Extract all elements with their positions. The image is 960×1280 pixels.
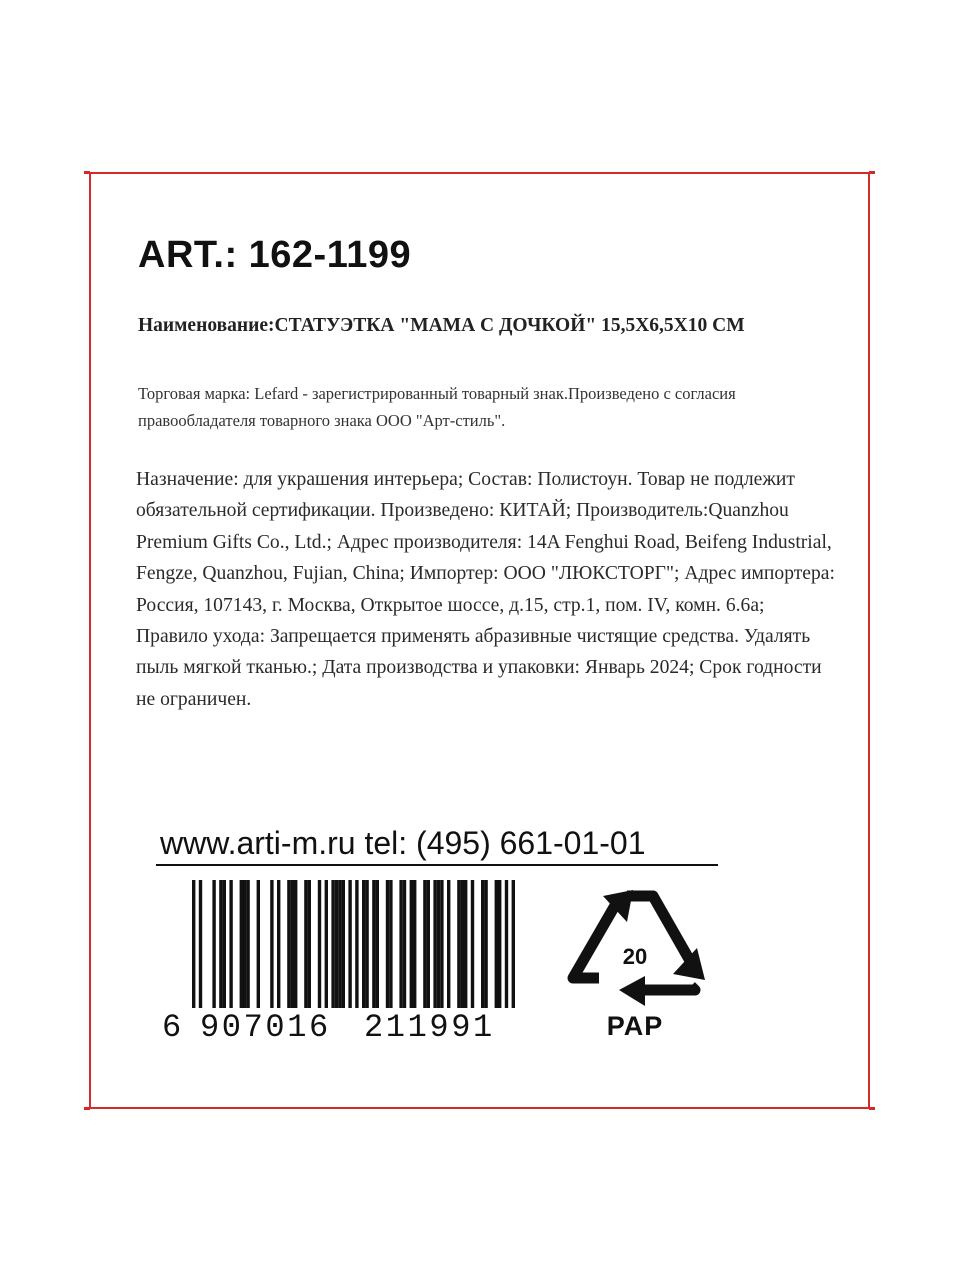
barcode-bar bbox=[257, 880, 260, 1010]
barcode-bar bbox=[270, 880, 273, 1010]
barcode-bar bbox=[372, 880, 375, 1010]
barcode-bar bbox=[495, 880, 498, 1010]
recycling-code: 20 bbox=[622, 944, 648, 969]
barcode-right-group: 211991 bbox=[364, 1009, 495, 1046]
barcode-bar bbox=[427, 880, 430, 1010]
barcode-bar bbox=[229, 880, 232, 1010]
barcode-bar bbox=[331, 880, 334, 1010]
barcode-bar bbox=[246, 880, 249, 1010]
barcode-bar bbox=[291, 880, 294, 1010]
barcode-bar bbox=[277, 880, 280, 1010]
barcode-bar bbox=[447, 880, 450, 1010]
recycling-material: PAP bbox=[606, 1011, 664, 1041]
article-number: ART.: 162-1199 bbox=[138, 234, 412, 276]
frame-corner-mark bbox=[869, 1107, 875, 1110]
frame-corner-mark bbox=[869, 171, 875, 174]
barcode-bar bbox=[325, 880, 328, 1010]
barcode-bar bbox=[386, 880, 389, 1010]
barcode-bar bbox=[423, 880, 426, 1010]
barcode-bar bbox=[335, 880, 338, 1010]
barcode-bar bbox=[219, 880, 222, 1010]
barcode-bar bbox=[240, 880, 243, 1010]
frame-corner-mark bbox=[84, 1107, 90, 1110]
barcode-bar bbox=[223, 880, 226, 1010]
barcode-bar bbox=[308, 880, 311, 1010]
barcode-lead-digit: 6 bbox=[162, 1009, 182, 1046]
barcode-bar bbox=[437, 880, 440, 1010]
barcode-bar bbox=[440, 880, 443, 1010]
contact-line: www.arti-m.ru tel: (495) 661-01-01 bbox=[160, 825, 646, 861]
barcode bbox=[158, 880, 518, 1050]
barcode-bar bbox=[457, 880, 460, 1010]
barcode-bar bbox=[338, 880, 341, 1010]
barcode-bar bbox=[481, 880, 484, 1010]
barcode-bar bbox=[287, 880, 290, 1010]
barcode-bar bbox=[294, 880, 297, 1010]
barcode-bar bbox=[362, 880, 365, 1010]
barcode-bar bbox=[484, 880, 487, 1010]
frame-corner-mark bbox=[84, 171, 90, 174]
contact-underline bbox=[156, 864, 718, 866]
product-name: Наименование:СТАТУЭТКА "МАМА С ДОЧКОЙ" 15,5Х6,5Х10 СМ bbox=[138, 315, 745, 336]
barcode-bar bbox=[376, 880, 379, 1010]
barcode-bar bbox=[498, 880, 501, 1010]
barcode-bar bbox=[365, 880, 368, 1010]
barcode-bar bbox=[471, 880, 474, 1010]
product-description: Назначение: для украшения интерьера; Состав: Полистоун. Товар не подлежит обязательной сертификации. Произведено: КИТАЙ; Производитель:Quanzhou Premium Gifts Co., Ltd.; Адрес производителя: 14A Fenghui Road, Beifeng Industrial, Fengze, Quanzhou, Fujian, China; Импортер: ООО "ЛЮКСТОРГ"; Адрес импортера: Россия, 107143, г. Москва, Открытое шоссе, д.15, стр.1, пом. IV, комн. 6.6а; Правило ухода: Запрещается применять абразивные чистящие средства. Удалять пыль мягкой тканью.; Дата производства и упаковки: Январь 2024; Срок годности не ограничен. bbox=[136, 469, 835, 710]
trademark-note: Торговая марка: Lefard - зарегистрированный товарный знак.Произведено с согласия правообладателя товарного знака ООО "Арт-стиль". bbox=[138, 384, 736, 430]
barcode-bar bbox=[304, 880, 307, 1010]
barcode-bar bbox=[464, 880, 467, 1010]
barcode-bar bbox=[403, 880, 406, 1010]
barcode-digits bbox=[158, 1008, 518, 1048]
barcode-bar bbox=[433, 880, 436, 1010]
barcode-bar bbox=[399, 880, 402, 1010]
barcode-bar bbox=[243, 880, 246, 1010]
recycling-symbol bbox=[555, 882, 715, 1047]
barcode-bar bbox=[212, 880, 215, 1010]
barcode-bar bbox=[389, 880, 392, 1010]
barcode-bar bbox=[461, 880, 464, 1010]
barcode-bar bbox=[342, 880, 345, 1010]
barcode-bar bbox=[410, 880, 413, 1010]
barcode-left-group: 907016 bbox=[200, 1009, 331, 1046]
barcode-bar bbox=[318, 880, 321, 1010]
barcode-bar bbox=[413, 880, 416, 1010]
